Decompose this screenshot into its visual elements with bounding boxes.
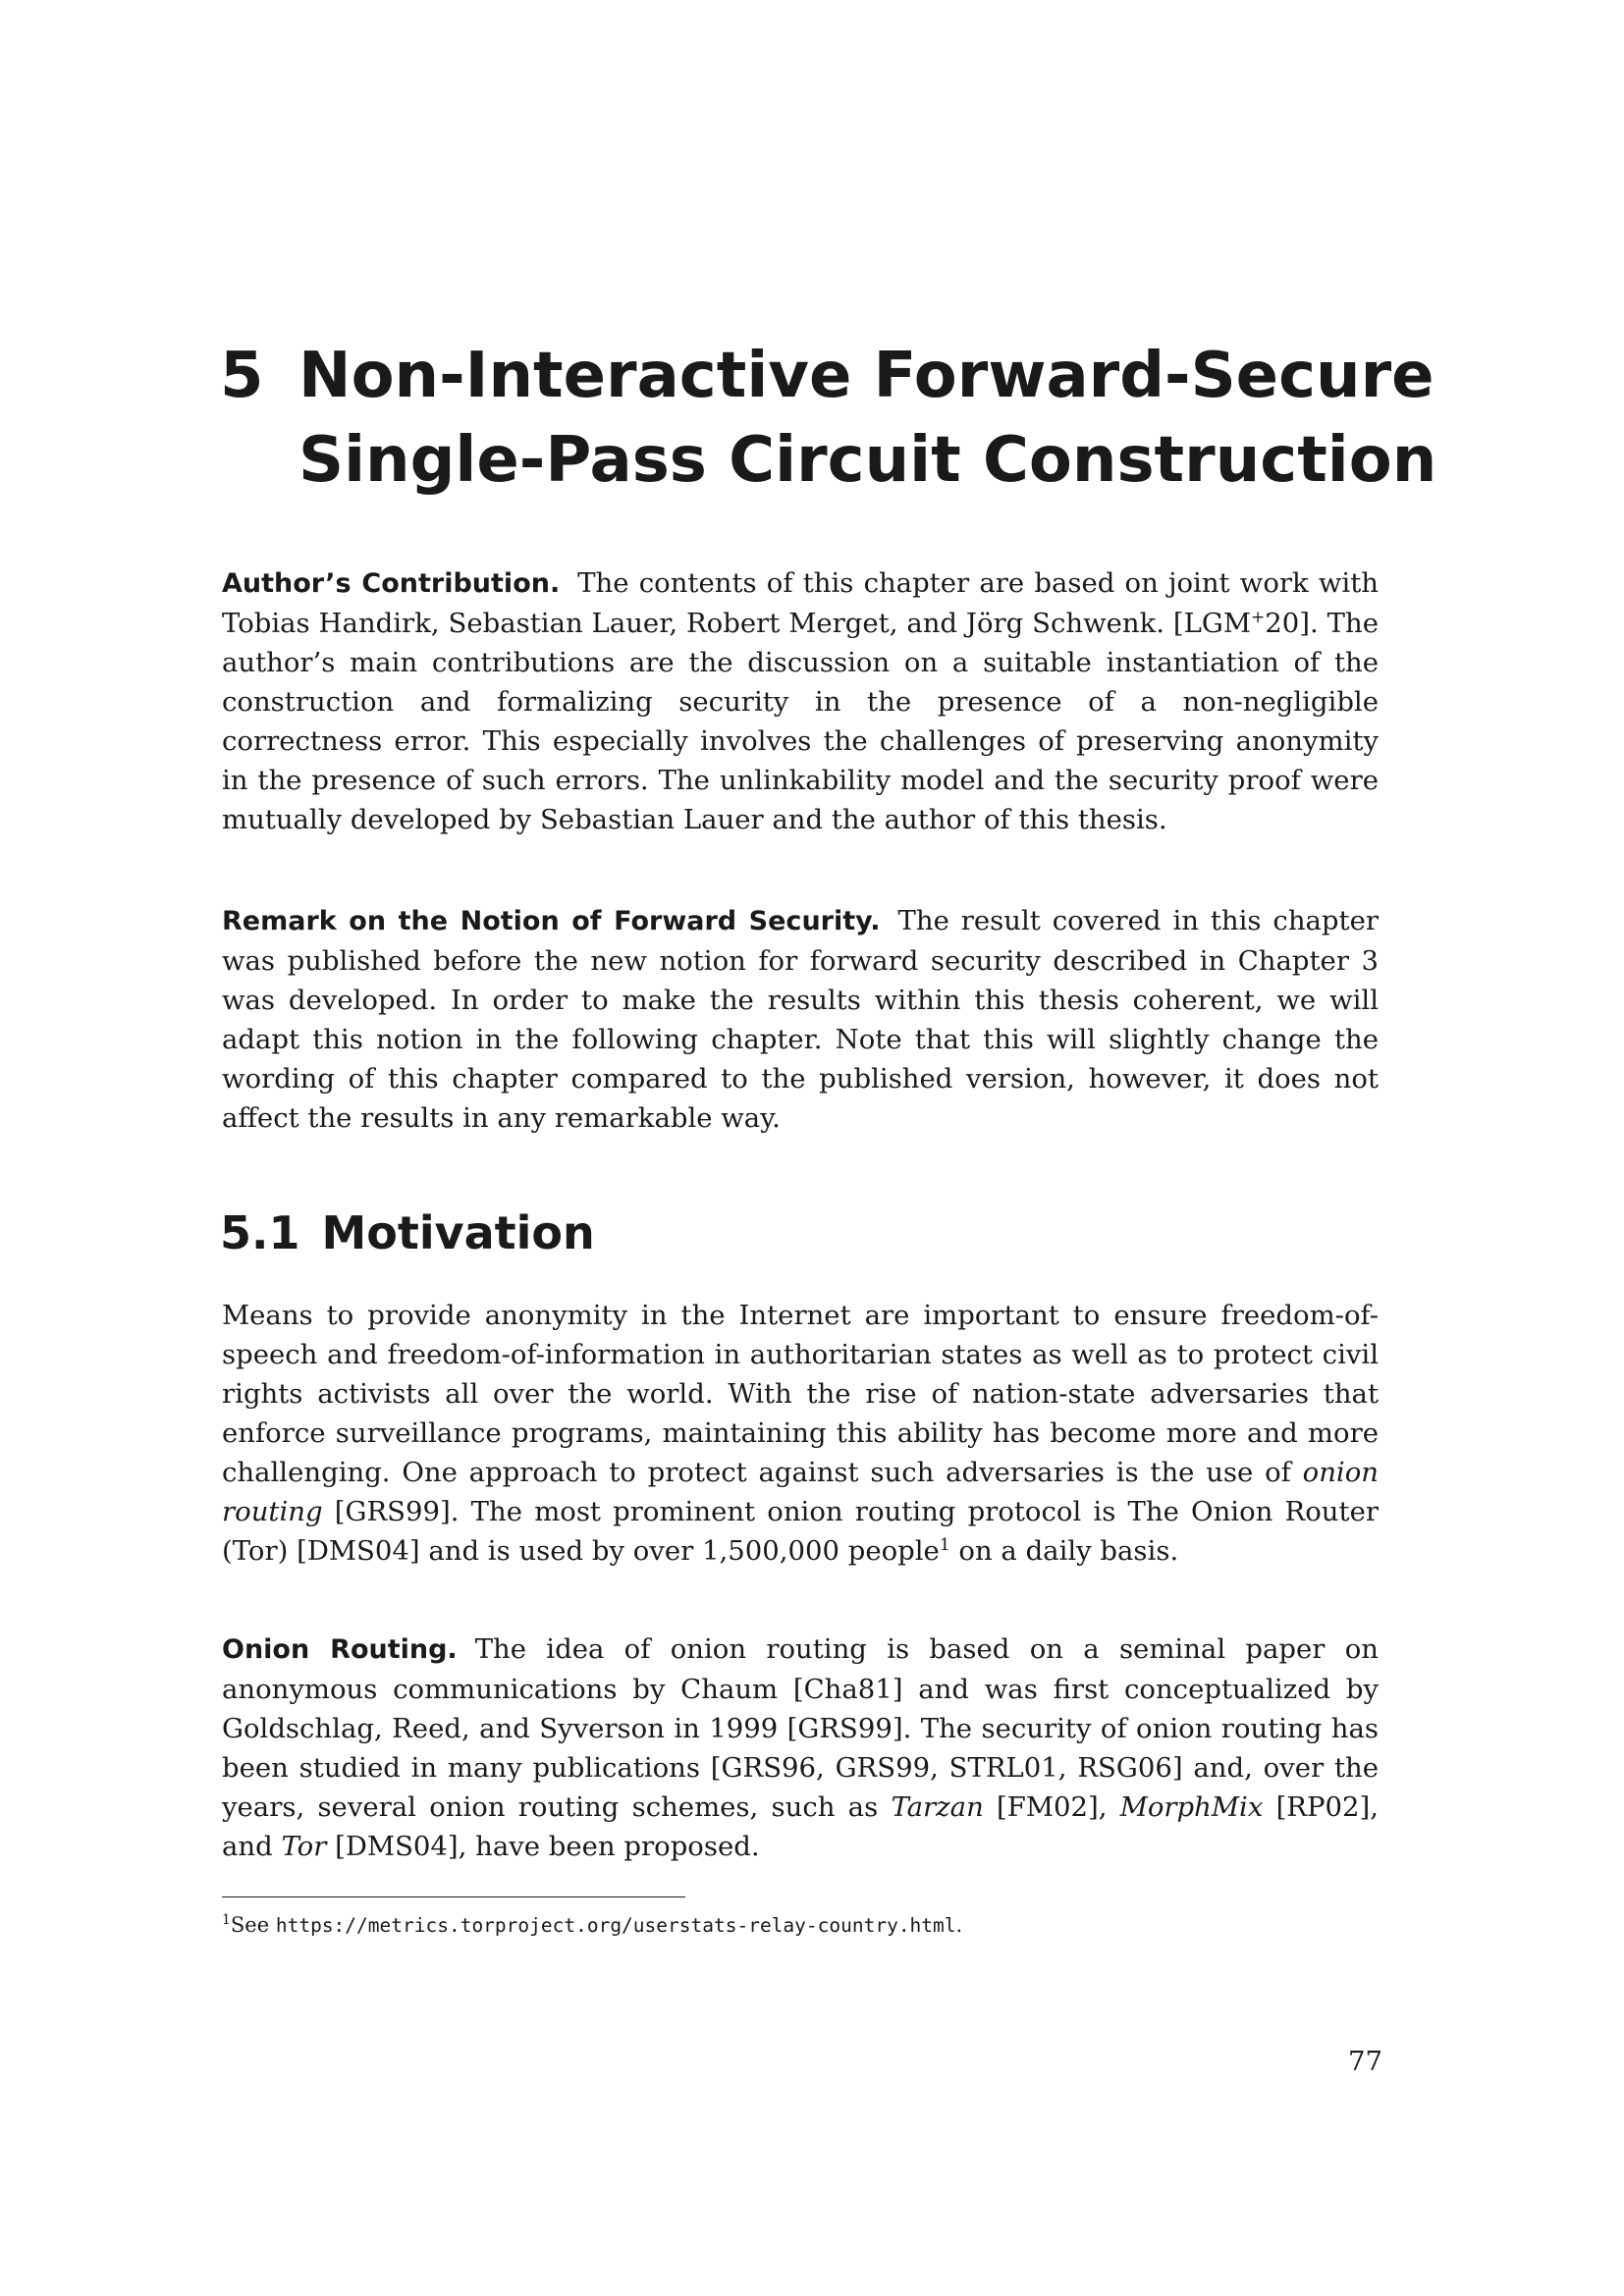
onion-routing-text-3: [RP02], and	[222, 1791, 1379, 1862]
tarzan-term: Tarzan	[891, 1791, 984, 1823]
onion-routing-term: onion routing	[222, 1457, 1379, 1527]
onion-routing-text-4: [DMS04], have been proposed.	[335, 1831, 760, 1862]
footnote-rule	[222, 1896, 685, 1897]
onion-routing-paragraph	[222, 1629, 1379, 1866]
motivation-paragraph	[222, 1296, 1379, 1571]
remark-paragraph	[222, 901, 1379, 1138]
onion-routing-heading: Onion Routing.	[222, 1634, 458, 1665]
footnote-mark: 1	[939, 1534, 950, 1555]
onion-routing-text-2: [FM02],	[997, 1791, 1108, 1823]
authors-contribution-text-end: 20]. The author’s main contributions are the discussion on a suitable instantiation of the construction and formalizing security in the presence of a non-negligible correctness error. This especially involves the challenges of preserving anonymity in the presence of such errors. The unlinkability model and the security proof were mutually developed by Sebastian Lauer and the author of this thesis.	[222, 608, 1379, 835]
authors-contribution-paragraph	[222, 563, 1379, 839]
chapter-title-line-2: Single-Pass Circuit Construction	[298, 424, 1437, 497]
footnote-number: 1	[222, 1912, 231, 1928]
remark-text: The result covered in this chapter was published before the new notion for forward security described in Chapter 3 was developed. In order to make the results within this thesis coherent, we will adapt this notion in the following chapter. Note that this will slightly change the wording of this chapter compared to the published version, however, it does not affect the results in any remarkable way.	[222, 905, 1379, 1134]
footnote-prefix: See	[230, 1913, 270, 1937]
remark-heading: Remark on the Notion of Forward Security.	[222, 906, 881, 936]
tor-term: Tor	[281, 1831, 327, 1862]
motivation-text-3: on a daily basis.	[958, 1535, 1179, 1567]
onion-routing-text-1: The idea of onion routing is based on a seminal paper on anonymous communications by Chaum [Cha81] and was first conceptualized by Goldschlag, Reed, and Syverson in 1999 [GRS99]. The security of onion routing has been studied in many publications [GRS96, GRS99, STRL01, RSG06] and, over the years, several onion routing schemes, such as	[222, 1633, 1379, 1823]
chapter-number: 5	[220, 340, 264, 412]
motivation-text-2: [GRS99]. The most prominent onion routing protocol is The Onion Router (Tor) [DMS04] and is used by over 1,500,000 people	[222, 1496, 1379, 1567]
motivation-text-1: Means to provide anonymity in the Internet are important to ensure freedom-of-speech and freedom-of-information in authoritarian states as well as to protect civil rights activists all over the world. With the rise of nation-state adversaries that enforce surveillance programs, maintaining this ability has become more and more challenging. One approach to protect against such adversaries is the use of	[222, 1300, 1379, 1488]
section-number: 5.1	[220, 1206, 300, 1259]
citation-superscript: +	[1251, 607, 1266, 627]
authors-contribution-heading: Author’s Contribution.	[222, 568, 561, 599]
footnote-url[interactable]: https://metrics.torproject.org/userstats-relay-country.html	[275, 1914, 956, 1937]
footnote-suffix: .	[955, 1913, 963, 1937]
authors-contribution-text: The contents of this chapter are based on joint work with Tobias Handirk, Sebastian Lauer, Robert Merget, and Jörg Schwenk. [LGM	[222, 567, 1379, 639]
section-title	[220, 1203, 595, 1262]
morphmix-term: MorphMix	[1119, 1791, 1264, 1823]
section-name: Motivation	[321, 1206, 595, 1259]
footnote	[222, 1904, 962, 1942]
page-number: 77	[1348, 2046, 1382, 2077]
chapter-title-line-1: Non-Interactive Forward-Secure	[298, 340, 1435, 412]
